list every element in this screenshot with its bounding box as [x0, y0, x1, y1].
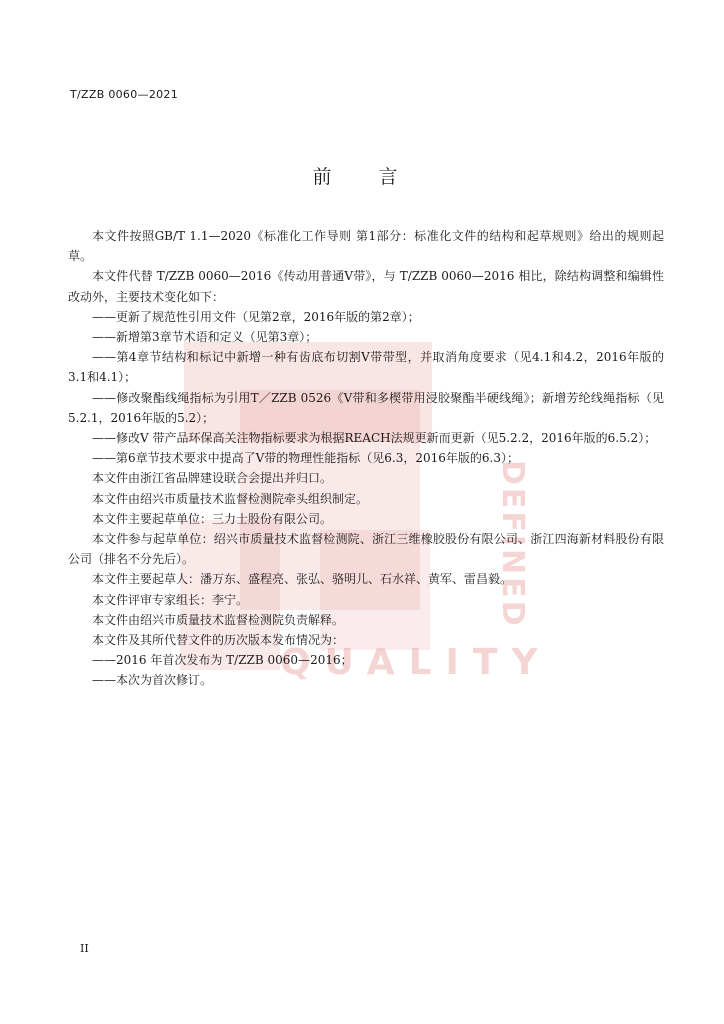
change-item: ——修改聚酯线绳指标为引用T／ZZB 0526《V带和多楔带用浸胶聚酯半硬线绳》；新增芳纶线绳指标（见5.2.1，2016年版的5.2）；	[68, 390, 664, 425]
paragraph: 本文件由绍兴市质量技术监督检测院牵头组织制定。	[92, 491, 369, 506]
paragraph: 本文件主要起草单位：三力士股份有限公司。	[92, 511, 333, 526]
page-title: 前 言	[312, 166, 412, 188]
watermark-quality-text: QUALITY	[280, 642, 552, 683]
paragraph: 本文件代替 T/ZZB 0060—2016《传动用普通V带》，与 T/ZZB 0060—2016 相比，除结构调整和编辑性改动外，主要技术变化如下：	[68, 269, 664, 304]
paragraph: 本文件参与起草单位：绍兴市质量技术监督检测院、浙江三维橡胶股份有限公司、浙江四海新材料股份有限公司（排名不分先后）。	[68, 532, 664, 567]
paragraph: 本文件按照GB/T 1.1—2020《标准化工作导则 第1部分：标准化文件的结构和起草规则》给出的规则起草。	[68, 229, 664, 264]
history-item: ——本次为首次修订。	[92, 673, 213, 688]
paragraph: 本文件及其所代替文件的历次版本发布情况为：	[92, 633, 345, 648]
document-code: T/ZZB 0060—2021	[70, 88, 179, 101]
paragraph: 本文件由浙江省品牌建设联合会提出并归口。	[92, 471, 333, 486]
page-number: II	[80, 942, 89, 955]
paragraph: 本文件评审专家组长：李宁。	[92, 592, 249, 607]
paragraph: 本文件主要起草人：潘万东、盛程亮、张弘、骆明儿、石水祥、黄军、雷昌毅。	[92, 572, 513, 587]
history-item: ——2016 年首次发布为 T/ZZB 0060—2016；	[92, 653, 353, 668]
change-item: ——第6章节技术要求中提高了V带的物理性能指标（见6.3，2016年版的6.3）；	[92, 451, 520, 466]
paragraph: 本文件由绍兴市质量技术监督检测院负责解释。	[92, 612, 345, 627]
foreword-body	[68, 226, 664, 691]
change-item: ——新增第3章节术语和定义（见第3章）；	[92, 330, 318, 345]
change-item: ——修改V 带产品环保高关注物指标要求为根据REACH法规更新而更新（见5.2.2，2016年版的6.5.2）；	[92, 431, 657, 446]
change-item: ——第4章节结构和标记中新增一种有齿底布切割V带带型，并取消角度要求（见4.1和4.2，2016年版的3.1和4.1）；	[68, 350, 664, 385]
change-item: ——更新了规范性引用文件（见第2章，2016年版的第2章）；	[92, 309, 420, 324]
watermark-defined-text: DEFINED	[495, 460, 530, 629]
